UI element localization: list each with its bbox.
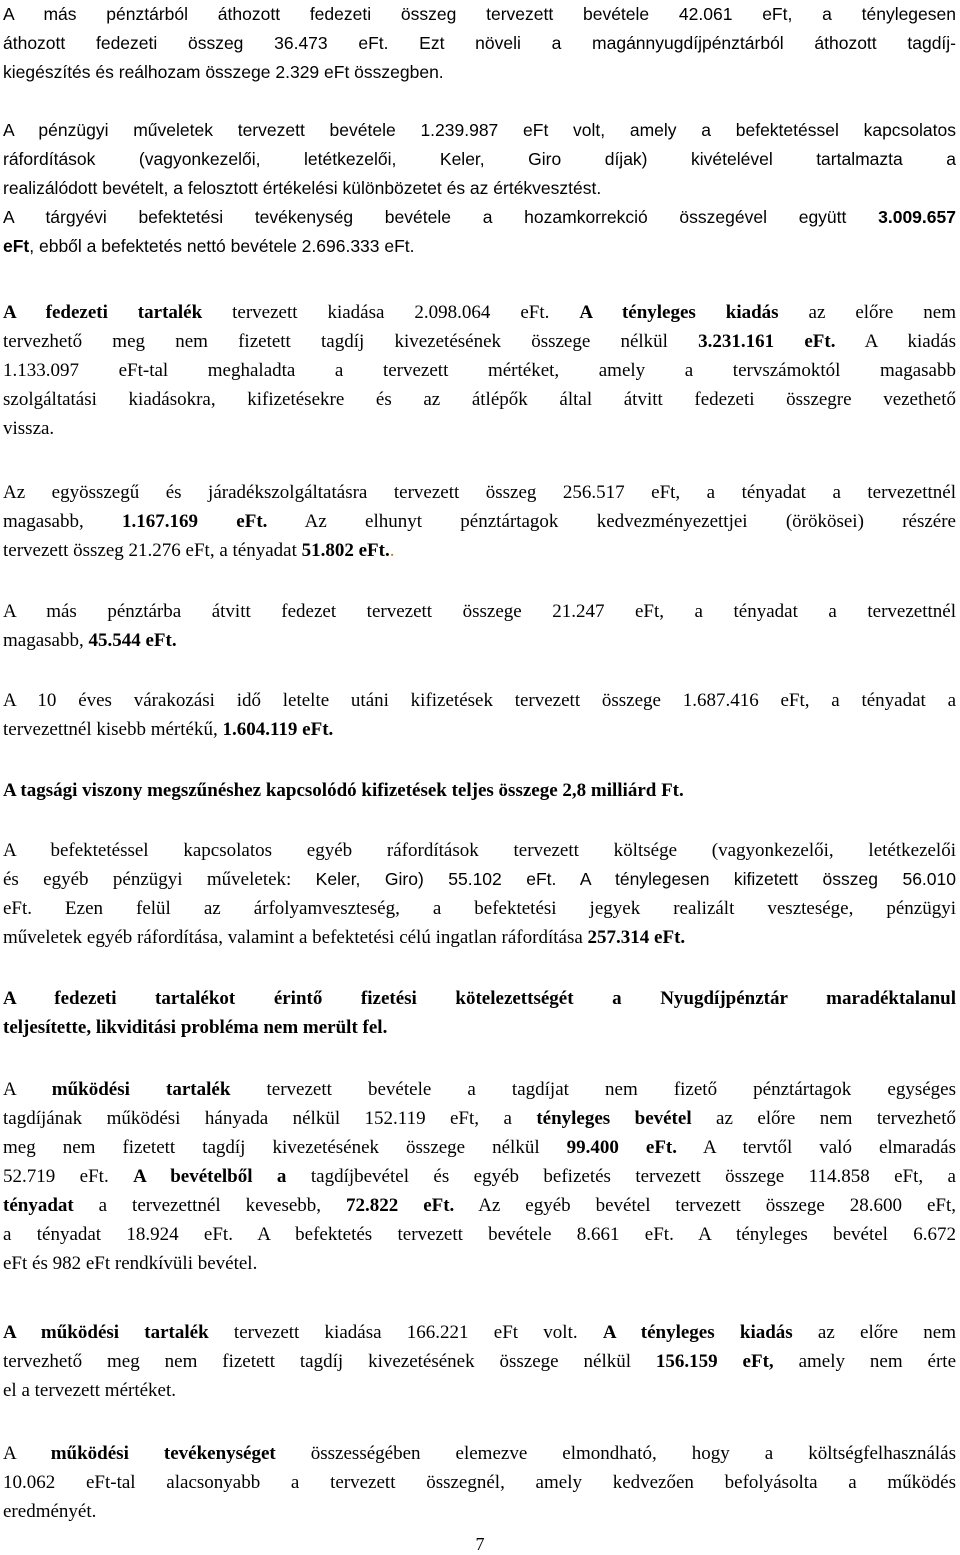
text-segment: A xyxy=(3,1443,51,1464)
paragraph-operating-activity-summary xyxy=(3,1439,956,1526)
text-segment: az előre nem xyxy=(778,302,956,323)
paragraph-transferred-to-other-fund xyxy=(3,597,956,655)
text-segment: tervezett kiadása 2.098.064 eFt. xyxy=(202,302,580,323)
text-segment: magasabb, xyxy=(3,630,89,651)
text-line: A fedezeti tartalékot érintő fizetési kötelezettségét a Nyugdíjpénztár maradéktalanul xyxy=(3,988,956,1009)
paragraph-obligations-fulfilled xyxy=(3,984,956,1042)
text-segment: tervezettnél kisebb mértékű, xyxy=(3,719,223,740)
text-segment: az előre nem tervezhető xyxy=(691,1108,956,1129)
text-segment: tervezhető meg nem fizetett tagdíj kivezetésének összege nélkül xyxy=(3,331,699,352)
text-line: áthozott fedezeti összeg 36.473 eFt. Ezt növeli a magánnyugdíjpénztárból áthozott tagdíj- xyxy=(3,33,956,53)
paragraph-investment-expenses xyxy=(3,836,956,952)
paragraph-membership-termination xyxy=(3,776,956,805)
text-line xyxy=(3,1104,956,1133)
text-segment: tagdíjának működési hányada nélkül 152.119 eFt, a xyxy=(3,1108,537,1129)
bold-amount: 3.231.161 eFt. xyxy=(698,331,836,352)
page-number: 7 xyxy=(475,1534,485,1554)
text-line xyxy=(3,923,956,952)
bold-term: tényadat xyxy=(3,1195,74,1216)
text-segment: tagdíjbevétel és egyéb befizetés tervezett összege 114.858 eFt, a xyxy=(286,1166,956,1187)
text-line xyxy=(3,715,956,744)
text-segment: meg nem fizetett tagdíj kivezetésének összege nélkül xyxy=(3,1137,567,1158)
text-line: ráfordítások (vagyonkezelői, letétkezelői, Keler, Giro díjak) kivételével tartalmazta a xyxy=(3,149,956,169)
bold-amount: 99.400 eFt. xyxy=(566,1137,677,1158)
text-line xyxy=(3,865,956,894)
text-segment: az előre nem xyxy=(792,1322,956,1343)
text-segment: , ebből a befektetés nettó bevétele 2.696.333 eFt. xyxy=(29,236,415,256)
text-segment: Keler, Giro) 55.102 eFt. A ténylegesen kifizetett összeg 56.010 xyxy=(315,869,956,889)
paragraph-transferred-coverage xyxy=(3,0,956,87)
text-line xyxy=(3,232,956,261)
text-segment: magasabb, xyxy=(3,511,122,532)
text-line: el a tervezett mértéket. xyxy=(3,1380,177,1401)
text-line: kiegészítés és reálhozam összege 2.329 eFt összegben. xyxy=(3,62,444,82)
bold-amount: 257.314 eFt. xyxy=(587,927,686,948)
text-line: Az egyösszegű és járadékszolgáltatásra tervezett összeg 256.517 eFt, a tényadat a tervezettnél xyxy=(3,482,956,503)
bold-amount: eFt xyxy=(3,236,30,256)
text-line xyxy=(3,536,956,565)
bold-term: A fedezeti tartalék xyxy=(3,302,203,323)
text-line: A 10 éves várakozási idő letelte utáni kifizetések tervezett összege 1.687.416 eFt, a tényadat a xyxy=(3,690,956,711)
text-line: A más pénztárból áthozott fedezeti összeg tervezett bevétele 42.061 eFt, a ténylegesen xyxy=(3,4,956,24)
paragraph-lump-sum-services xyxy=(3,478,956,565)
text-line xyxy=(3,203,956,232)
text-segment: A kiadás xyxy=(835,331,956,352)
text-line: teljesítette, likviditási probléma nem merült fel. xyxy=(3,1017,388,1038)
text-line xyxy=(3,1191,956,1220)
text-segment: Az egyéb bevétel tervezett összege 28.600 eFt, xyxy=(454,1195,957,1216)
bold-term: A működési tartalék xyxy=(3,1322,209,1343)
text-segment: a tervezettnél kevesebb, xyxy=(73,1195,346,1216)
bold-amount: 1.604.119 eFt. xyxy=(222,719,334,740)
paragraph-ten-year-payouts xyxy=(3,686,956,744)
text-line: A más pénztárba átvitt fedezet tervezett összege 21.247 eFt, a tényadat a tervezettnél xyxy=(3,601,956,622)
text-segment: tervezett bevétele a tagdíjat nem fizető pénztártagok egységes xyxy=(230,1079,956,1100)
text-line: 10.062 eFt-tal alacsonyabb a tervezett összegnél, amely kedvezően befolyásolta a működés xyxy=(3,1472,956,1493)
bold-term: A tényleges kiadás xyxy=(602,1322,793,1343)
text-line: a tényadat 18.924 eFt. A befektetés tervezett bevétele 8.661 eFt. A tényleges bevétel 6.672 xyxy=(3,1224,956,1245)
text-segment: A xyxy=(3,1079,52,1100)
bold-term: A tényleges kiadás xyxy=(579,302,779,323)
text-line xyxy=(3,298,956,327)
text-segment: tervezett összeg 21.276 eFt, a tényadat xyxy=(3,540,302,561)
text-segment: 52.719 eFt. xyxy=(3,1166,134,1187)
bold-term: működési tevékenységet xyxy=(50,1443,276,1464)
text-segment: tervezhető meg nem fizetett tagdíj kivezetésének összege nélkül xyxy=(3,1351,656,1372)
text-line: eFt. Ezen felül az árfolyamveszteség, a befektetési jegyek realizált vesztesége, pénzügyi xyxy=(3,898,956,919)
bold-term: működési tartalék xyxy=(51,1079,231,1100)
bold-amount: 3.009.657 xyxy=(878,207,956,227)
text-line xyxy=(3,626,956,655)
text-line: A befektetéssel kapcsolatos egyéb ráfordítások tervezett költsége (vagyonkezelői, letétkezelői xyxy=(3,840,956,861)
text-segment: műveletek egyéb ráfordítása, valamint a befektetési célú ingatlan ráfordítása xyxy=(3,927,588,948)
bold-amount: 51.802 eFt. xyxy=(301,540,390,561)
text-line: vissza. xyxy=(3,418,55,439)
bold-term: tényleges bevétel xyxy=(536,1108,692,1129)
text-line xyxy=(3,1347,956,1376)
paragraph-financial-operations xyxy=(3,116,956,261)
paragraph-coverage-reserve-expense xyxy=(3,298,956,443)
text-line: szolgáltatási kiadásokra, kifizetésekre és az átlépők által átvitt fedezeti összegre vezethető xyxy=(3,389,956,410)
text-line: eredményét. xyxy=(3,1501,97,1522)
text-line xyxy=(3,507,956,536)
paragraph-operating-reserve-income xyxy=(3,1075,956,1278)
text-line: A tagsági viszony megszűnéshez kapcsolódó kifizetések teljes összege 2,8 milliárd Ft. xyxy=(3,780,684,801)
paragraph-operating-reserve-expense xyxy=(3,1318,956,1405)
text-segment: . xyxy=(389,540,395,561)
text-line xyxy=(3,1075,956,1104)
text-line: 1.133.097 eFt-tal meghaladta a tervezett mértéket, amely a tervszámoktól magasabb xyxy=(3,360,956,381)
bold-amount: 72.822 eFt. xyxy=(346,1195,455,1216)
text-line xyxy=(3,1318,956,1347)
bold-term: A bevételből a xyxy=(133,1166,287,1187)
bold-amount: 1.167.169 eFt. xyxy=(122,511,268,532)
bold-amount: 156.159 eFt, xyxy=(655,1351,774,1372)
text-segment: amely nem érte xyxy=(773,1351,957,1372)
text-segment: összességében elemezve elmondható, hogy a költségfelhasználás xyxy=(275,1443,956,1464)
text-line: realizálódott bevételt, a felosztott értékelési különbözetet és az értékvesztést. xyxy=(3,178,602,198)
text-line xyxy=(3,1162,956,1191)
bold-amount: 45.544 eFt. xyxy=(88,630,177,651)
text-segment: Az elhunyt pénztártagok kedvezményezettjei (örökösei) részére xyxy=(267,511,956,532)
text-segment: és egyéb pénzügyi műveletek: xyxy=(3,869,316,890)
text-segment: tervezett kiadása 166.221 eFt volt. xyxy=(208,1322,603,1343)
text-segment: A tervtől való elmaradás xyxy=(677,1137,956,1158)
text-line xyxy=(3,327,956,356)
text-line: eFt és 982 eFt rendkívüli bevétel. xyxy=(3,1253,258,1274)
text-line xyxy=(3,1133,956,1162)
text-segment: A tárgyévi befektetési tevékenység bevétele a hozamkorrekció összegével együtt xyxy=(3,207,847,227)
text-line xyxy=(3,1439,956,1468)
text-line: A pénzügyi műveletek tervezett bevétele 1.239.987 eFt volt, amely a befektetéssel kapcsolatos xyxy=(3,120,956,140)
